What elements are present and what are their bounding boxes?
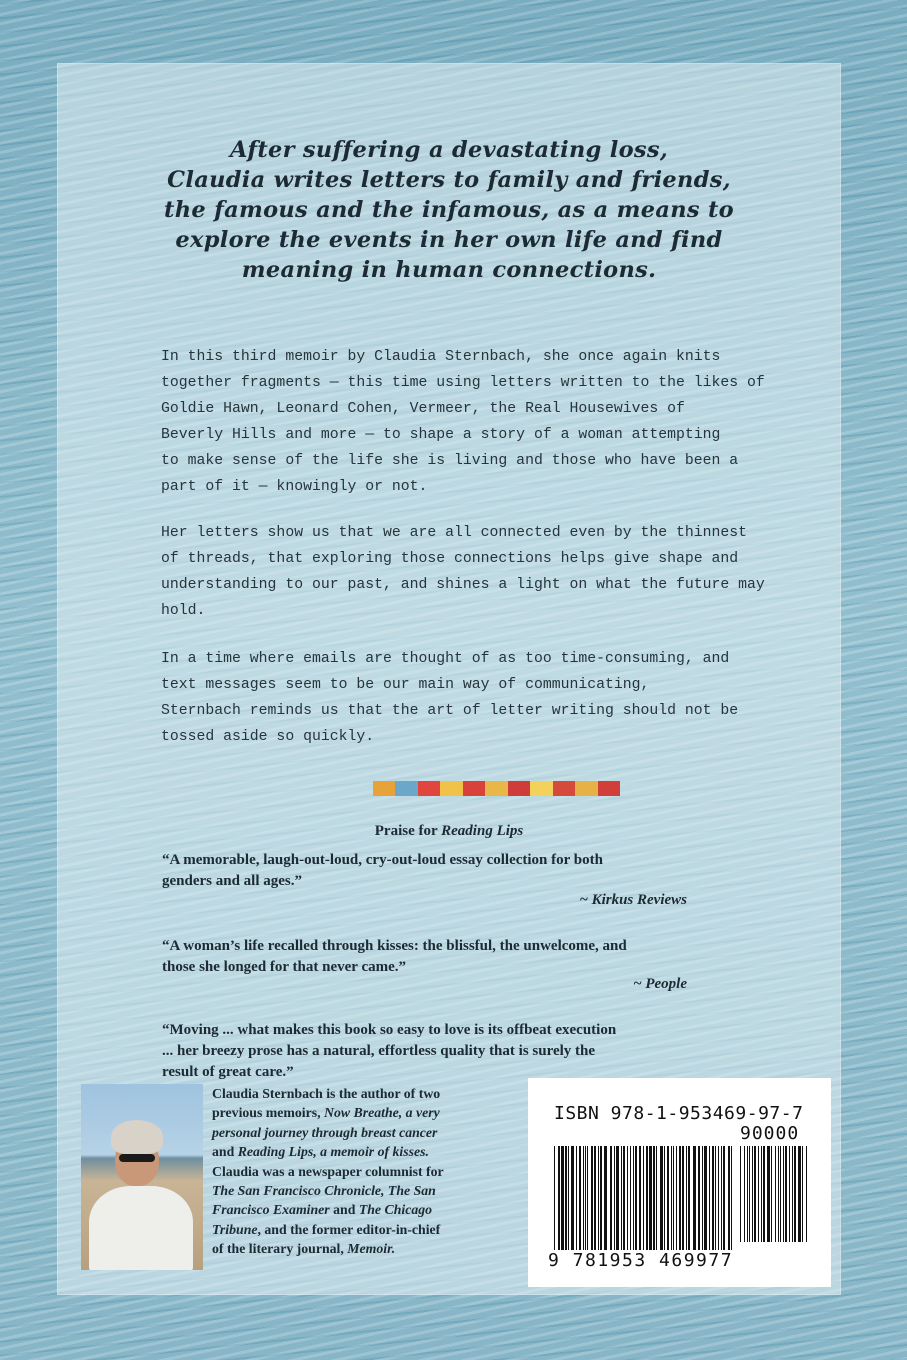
barcode-bar (673, 1146, 674, 1250)
quote-line: result of great care.” (162, 1064, 294, 1080)
barcode-bar (639, 1146, 641, 1250)
bio-line (212, 1103, 512, 1122)
review-quote (162, 1020, 822, 1083)
barcode-bar (616, 1146, 619, 1250)
stripe-segment (508, 781, 530, 796)
bio-line (212, 1084, 512, 1103)
barcode-addon-digits: 90000 (740, 1123, 800, 1144)
barcode-bar (740, 1146, 741, 1242)
quote-line: ... her breezy prose has a natural, effortless quality that is surely the (162, 1043, 596, 1059)
source-name: People (645, 976, 687, 992)
stripe-segment (598, 781, 620, 796)
bio-text: of the literary journal, (212, 1241, 348, 1257)
barcode-bar (660, 1146, 663, 1250)
paragraph-line: Beverly Hills and more — to shape a story of a woman attempting (161, 427, 721, 443)
bio-line (212, 1220, 512, 1239)
author-hair (111, 1120, 163, 1154)
sunglasses-icon (119, 1154, 155, 1162)
barcode-bar (702, 1146, 703, 1250)
bio-publication: The Chicago (358, 1202, 433, 1218)
barcode-bar (721, 1146, 722, 1250)
barcode-bar (656, 1146, 657, 1250)
stripe-segment (553, 781, 575, 796)
bio-line (212, 1200, 512, 1219)
barcode-bar (585, 1146, 586, 1250)
bio-text: Claudia was a newspaper columnist for (212, 1163, 444, 1179)
barcode-bar (630, 1146, 631, 1250)
barcode-bar (792, 1146, 793, 1242)
barcode-bar (649, 1146, 652, 1250)
barcode-bar (635, 1146, 637, 1250)
review-quote (162, 850, 822, 892)
barcode-bar (783, 1146, 784, 1242)
praise-heading-prefix: Praise for (374, 823, 442, 839)
barcode-bar (591, 1146, 593, 1250)
barcode-bar (568, 1146, 569, 1250)
paragraph-line: tossed aside so quickly. (161, 729, 375, 745)
barcode-bar (778, 1146, 779, 1242)
barcode-addon-bars (740, 1146, 810, 1242)
barcode-bar (771, 1146, 772, 1242)
tagline-line: Claudia writes letters to family and friends, (167, 167, 731, 193)
description-paragraph-2 (161, 520, 768, 624)
barcode-bar (761, 1146, 762, 1242)
paragraph-line: to make sense of the life she is living and those who have been a (161, 453, 739, 469)
barcode-bar (704, 1146, 707, 1250)
barcode-bar (712, 1146, 714, 1250)
barcode-bar (686, 1146, 687, 1250)
bio-book-title: Reading Lips, a memoir of kisses. (237, 1144, 429, 1160)
bio-text: , and the former editor-in-chief (257, 1221, 441, 1237)
barcode-bar (598, 1146, 599, 1250)
quote-line: genders and all ages.” (162, 873, 303, 889)
barcode-bar (682, 1146, 684, 1250)
source-name: Kirkus Reviews (591, 892, 687, 908)
paragraph-line: understanding to our past, and shines a light on what the future may (161, 577, 765, 593)
barcode-bar (767, 1146, 770, 1242)
bio-book-title: Now Breathe, a very (324, 1105, 440, 1121)
barcode-bar (758, 1146, 759, 1242)
barcode-bar (587, 1146, 588, 1250)
bio-line (212, 1142, 512, 1161)
barcode-bar (643, 1146, 644, 1250)
barcode-bar (671, 1146, 672, 1250)
tagline-line: explore the events in her own life and find (175, 227, 723, 253)
barcode-bar (802, 1146, 803, 1242)
bio-text: and (329, 1202, 359, 1218)
barcode-bar (718, 1146, 719, 1250)
paragraph-line: In this third memoir by Claudia Sternbach, she once again knits (161, 349, 721, 365)
review-source (580, 892, 687, 909)
bio-text: previous memoirs, (212, 1105, 325, 1121)
bio-line (212, 1181, 512, 1200)
barcode-bar (723, 1146, 725, 1250)
barcode-bar (653, 1146, 655, 1250)
bio-text: Claudia Sternbach is the author of two (212, 1086, 441, 1101)
isbn-barcode (528, 1078, 831, 1287)
barcode-bar (604, 1146, 607, 1250)
barcode-bar (664, 1146, 665, 1250)
barcode-bar (728, 1146, 730, 1250)
paragraph-line: Her letters show us that we are all connected even by the thinnest (161, 525, 748, 541)
barcode-bar (594, 1146, 596, 1250)
paragraph-line: of threads, that exploring those connections helps give shape and (161, 551, 739, 567)
bio-publication: Francisco Examiner (212, 1202, 330, 1218)
barcode-bar (775, 1146, 776, 1242)
barcode-bar (754, 1146, 756, 1242)
stripe-segment (418, 781, 440, 796)
barcode-ean-digits: 9 781953 469977 (548, 1250, 734, 1271)
tagline (57, 135, 841, 285)
barcode-bar (794, 1146, 796, 1242)
barcode-bar (709, 1146, 710, 1250)
bio-publication: Tribune (212, 1221, 258, 1237)
barcode-bar (633, 1146, 634, 1250)
barcode-bar (579, 1146, 581, 1250)
paragraph-line: Goldie Hawn, Leonard Cohen, Vermeer, the Real Housewives of (161, 401, 685, 417)
paragraph-line: Sternbach reminds us that the art of letter writing should not be (161, 703, 739, 719)
praise-heading-title: Reading Lips (441, 823, 524, 839)
author-sweater (89, 1186, 193, 1270)
barcode-bar (752, 1146, 753, 1242)
barcode-bar (785, 1146, 787, 1242)
barcode-bar (667, 1146, 669, 1250)
barcode-bar (763, 1146, 765, 1242)
stripe-segment (373, 781, 395, 796)
paragraph-line: part of it — knowingly or not. (161, 479, 428, 495)
barcode-bar (676, 1146, 677, 1250)
barcode-bar (561, 1146, 564, 1250)
bio-line (212, 1123, 512, 1142)
quote-line: those she longed for that never came.” (162, 959, 406, 975)
barcode-bar (571, 1146, 574, 1250)
stripe-segment (530, 781, 552, 796)
barcode-bar (731, 1146, 732, 1250)
bio-text: and (212, 1144, 238, 1160)
review-source (634, 976, 687, 993)
bio-publication: Memoir. (347, 1241, 396, 1257)
stripe-segment (463, 781, 485, 796)
description-paragraph-1 (161, 344, 768, 500)
barcode-bar (621, 1146, 622, 1250)
author-photo (81, 1084, 203, 1270)
bio-publication: The San Francisco Chronicle, The San (212, 1183, 436, 1199)
source-prefix: ~ (580, 892, 592, 908)
author-bio (212, 1084, 512, 1259)
quote-line: “A woman’s life recalled through kisses: the blissful, the unwelcome, and (162, 938, 627, 954)
barcode-bar (747, 1146, 748, 1242)
isbn-number: ISBN 978-1-953469-97-7 (554, 1103, 804, 1124)
barcode-bar (693, 1146, 696, 1250)
barcode-bar (688, 1146, 690, 1250)
barcode-bar (806, 1146, 807, 1242)
barcode-main-bars (554, 1146, 734, 1250)
barcode-bar (583, 1146, 584, 1250)
barcode-bar (600, 1146, 602, 1250)
barcode-bar (614, 1146, 615, 1250)
stripe-segment (440, 781, 462, 796)
tagline-line: After suffering a devastating loss, (230, 137, 668, 163)
barcode-bar (798, 1146, 801, 1242)
barcode-bar (749, 1146, 750, 1242)
quote-line: “Moving ... what makes this book so easy to love is its offbeat execution (162, 1022, 617, 1038)
paragraph-line: together fragments — this time using letters written to the likes of (161, 375, 765, 391)
barcode-bar (623, 1146, 625, 1250)
stripe-segment (575, 781, 597, 796)
barcode-bar (698, 1146, 700, 1250)
quote-line: “A memorable, laugh-out-loud, cry-out-loud essay collection for both (162, 852, 603, 868)
paragraph-line: In a time where emails are thought of as too time-consuming, and (161, 651, 730, 667)
barcode-bar (679, 1146, 681, 1250)
decorative-color-stripe (373, 781, 620, 796)
barcode-bar (554, 1146, 555, 1250)
stripe-segment (485, 781, 507, 796)
source-prefix: ~ (633, 976, 646, 992)
tagline-line: the famous and the infamous, as a means to (164, 197, 734, 223)
barcode-bar (715, 1146, 716, 1250)
paragraph-line: hold. (161, 603, 206, 619)
description-paragraph-3 (161, 646, 768, 750)
barcode-bar (610, 1146, 612, 1250)
bio-book-desc: personal journey through breast cancer (212, 1124, 438, 1140)
barcode-bar (558, 1146, 560, 1250)
barcode-bar (565, 1146, 567, 1250)
barcode-bar (780, 1146, 781, 1242)
barcode-bar (646, 1146, 648, 1250)
praise-heading (57, 823, 841, 840)
barcode-bar (744, 1146, 745, 1242)
tagline-line: meaning in human connections. (241, 257, 657, 283)
stripe-segment (395, 781, 417, 796)
barcode-bar (789, 1146, 790, 1242)
bio-line (212, 1162, 512, 1181)
barcode-bar (576, 1146, 577, 1250)
bio-line (212, 1239, 512, 1258)
barcode-bar (627, 1146, 628, 1250)
review-quote (162, 936, 822, 978)
paragraph-line: text messages seem to be our main way of communicating, (161, 677, 650, 693)
